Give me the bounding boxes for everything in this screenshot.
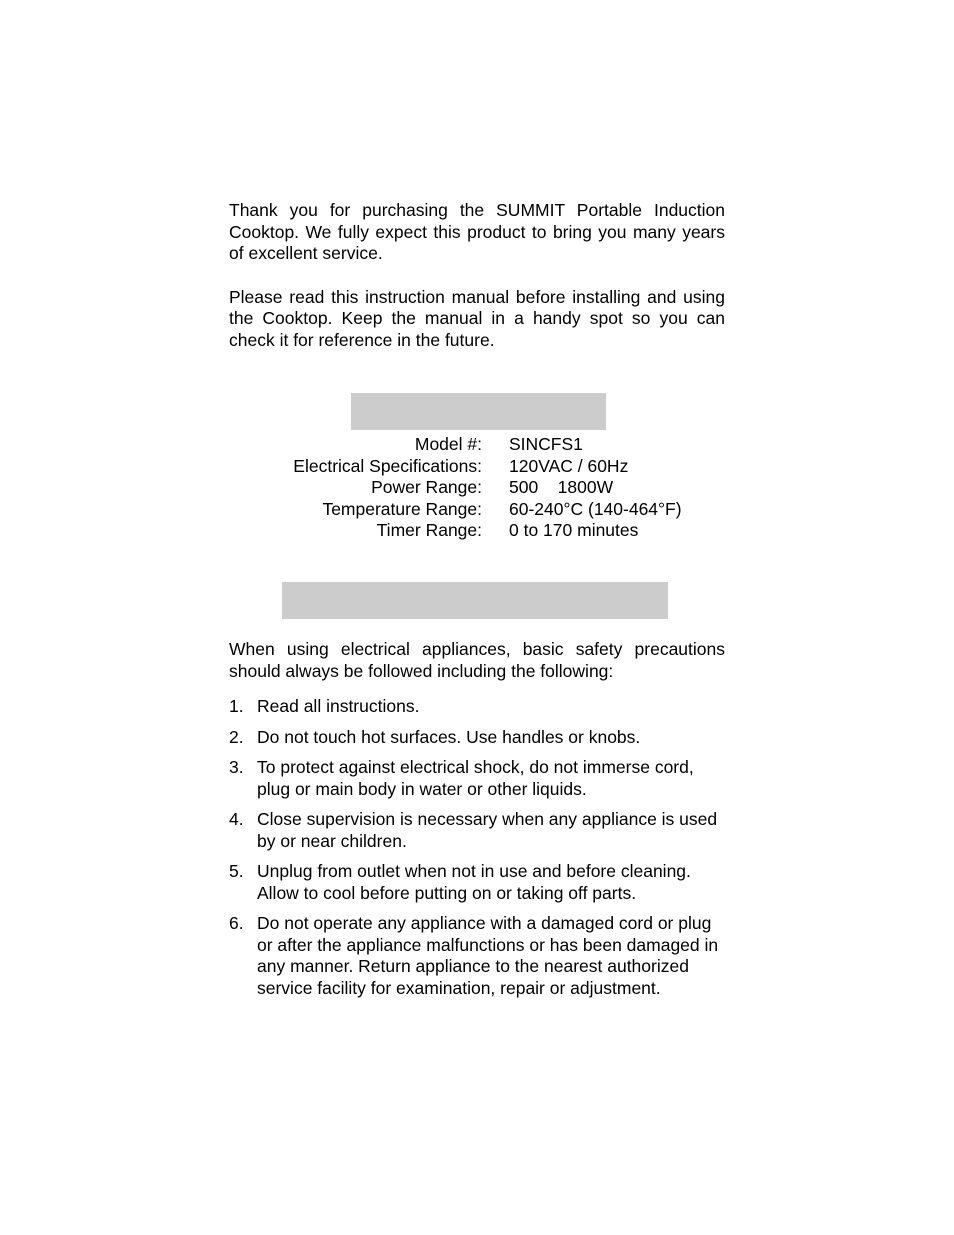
spec-label: Temperature Range:: [322, 498, 482, 519]
list-number: 2.: [229, 726, 244, 747]
spec-row-timer: [229, 520, 789, 542]
spec-row-power: [229, 477, 789, 499]
list-item: [229, 913, 725, 999]
specifications-table: [229, 434, 789, 542]
spec-value: 500 1800W: [509, 477, 614, 497]
list-item: [229, 861, 725, 904]
list-number: 5.: [229, 861, 244, 881]
list-text: To protect against electrical shock, do not immerse cord, plug or main body in water or other liquids.: [257, 757, 694, 799]
spec-row-model: [229, 434, 789, 456]
safety-intro: When using electrical appliances, basic safety precautions should always be followed including the following:: [229, 639, 725, 681]
intro-paragraph-thanks: Thank you for purchasing the SUMMIT Portable Induction Cooktop. We fully expect this product to bring you many years of excellent service.: [229, 200, 725, 263]
list-item: [229, 696, 725, 718]
spec-label: Model #:: [414, 434, 482, 454]
list-text: Read all instructions.: [257, 696, 420, 716]
spec-value: SINCFS1: [509, 434, 583, 454]
list-number: 6.: [229, 913, 244, 933]
list-text: Do not operate any appliance with a damaged cord or plug or after the appliance malfunctions or has been damaged in any manner. Return appliance to the nearest authorized service facility for examination, repair or adjustment.: [257, 913, 719, 998]
safety-heading-bar: [282, 582, 668, 619]
spec-value: 120VAC / 60Hz: [509, 455, 629, 476]
spec-value: 0 to 170 minutes: [509, 520, 639, 540]
list-text: Do not touch hot surfaces. Use handles or knobs.: [257, 726, 641, 747]
intro-section: [229, 200, 725, 351]
list-text: Close supervision is necessary when any appliance is used by or near children.: [257, 809, 718, 851]
specifications-heading-bar: [351, 393, 606, 430]
list-number: 4.: [229, 809, 244, 829]
safety-section: [229, 639, 725, 1008]
spec-value: 60-240°C (140-464°F): [509, 498, 682, 519]
list-item: [229, 727, 725, 749]
list-item: [229, 757, 725, 800]
spec-label: Timer Range:: [376, 520, 482, 540]
list-number: 1.: [229, 696, 244, 716]
spec-label: Power Range:: [371, 477, 482, 497]
list-item: [229, 809, 725, 852]
spec-label: Electrical Specifications:: [293, 455, 482, 476]
list-text: Unplug from outlet when not in use and before cleaning. Allow to cool before putting on or taking off parts.: [257, 861, 691, 903]
safety-list: [229, 696, 725, 999]
spec-row-temperature: [229, 499, 789, 521]
intro-paragraph-read-manual: Please read this instruction manual before installing and using the Cooktop. Keep the manual in a handy spot so you can check it for reference in the future.: [229, 286, 725, 350]
list-number: 3.: [229, 757, 244, 777]
spec-row-electrical: [229, 456, 789, 478]
